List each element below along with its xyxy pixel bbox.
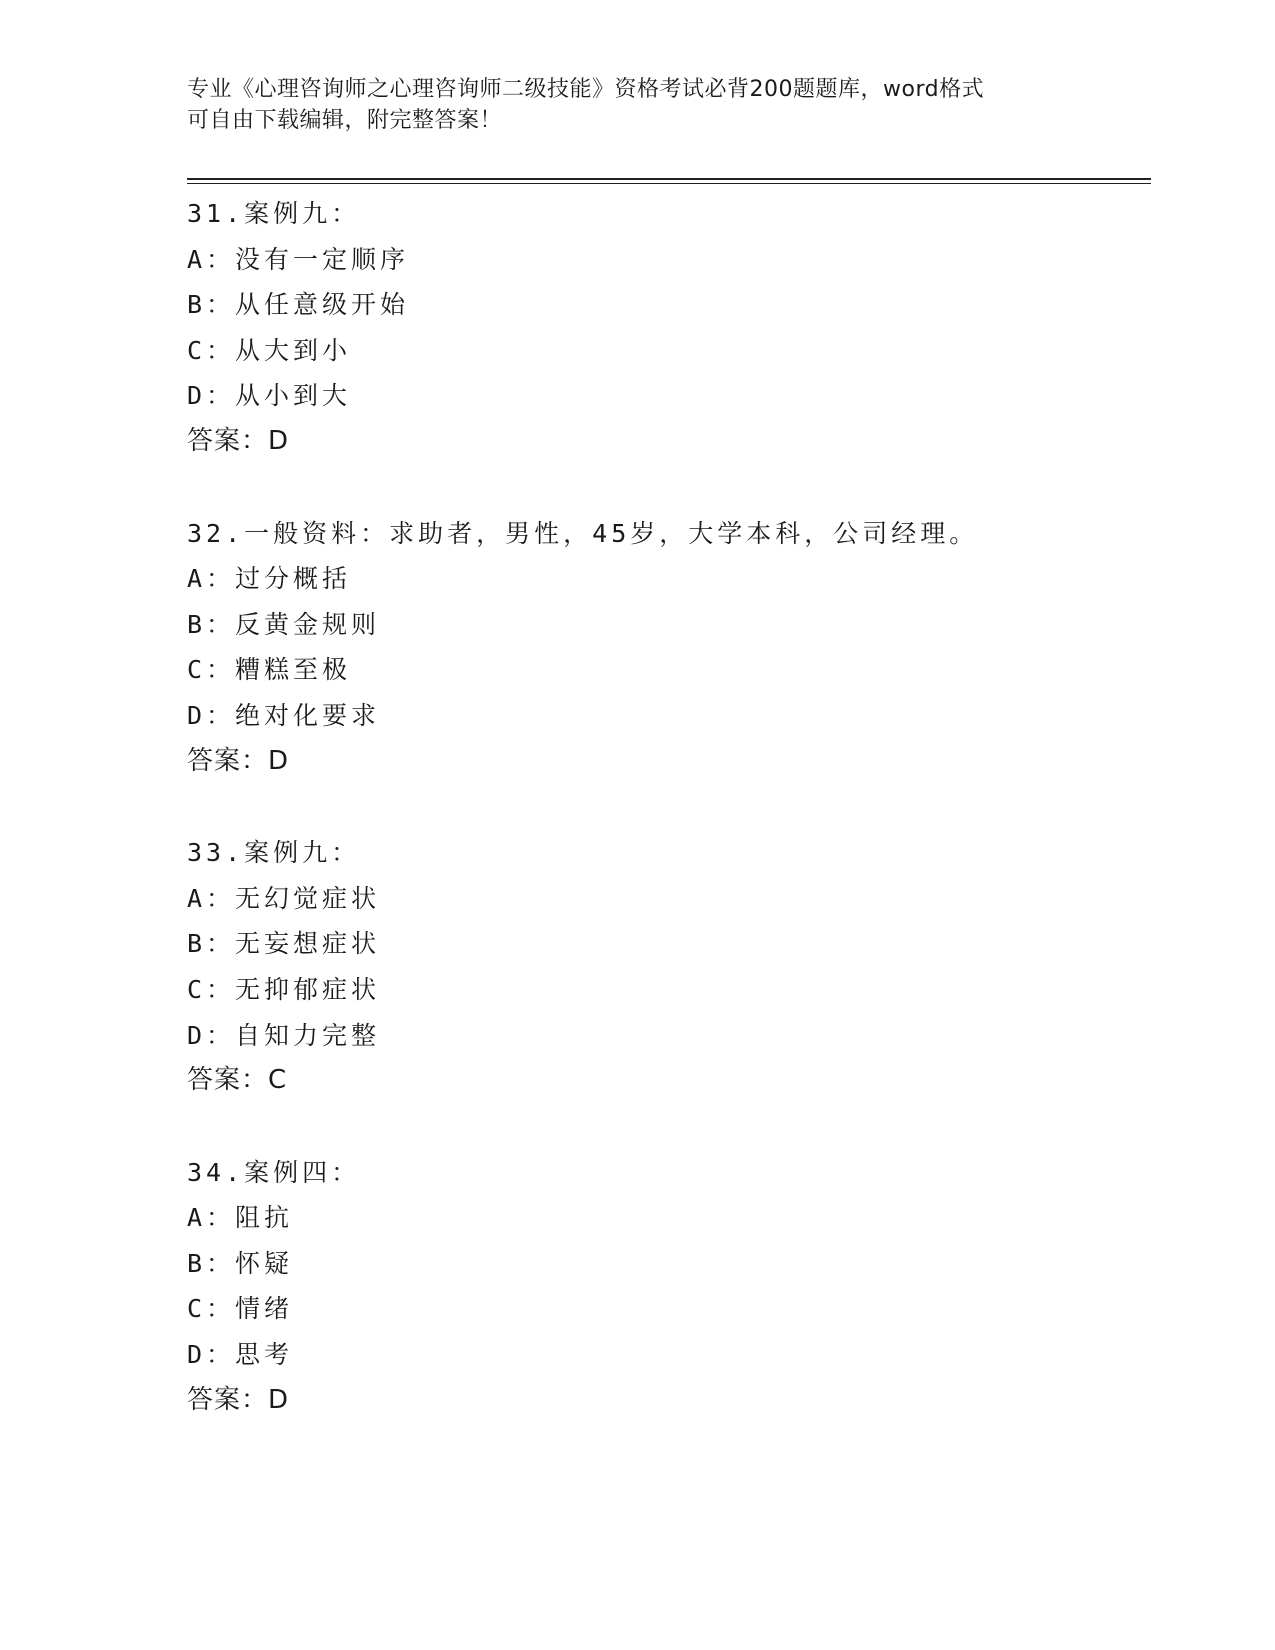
option-c: C：糟糕至极 (187, 655, 352, 685)
option-a: A：阻抗 (187, 1203, 294, 1233)
option-c: C：从大到小 (187, 335, 352, 365)
document-header (187, 74, 1067, 136)
question-33 (187, 830, 1147, 1104)
question-32 (187, 511, 1147, 785)
option-d: D：绝对化要求 (187, 700, 381, 730)
question-stem: 32.一般资料：求助者，男性，45岁，大学本科，公司经理。 (187, 518, 979, 548)
question-list (187, 191, 1147, 1423)
question-34 (187, 1150, 1147, 1424)
option-a: A：无幻觉症状 (187, 883, 381, 913)
option-d: D：思考 (187, 1340, 294, 1370)
option-b: B：反黄金规则 (187, 609, 381, 639)
option-b: B：无妄想症状 (187, 929, 381, 959)
option-a: A：没有一定顺序 (187, 244, 410, 274)
header-divider-thick (187, 178, 1151, 180)
option-c: C：无抑郁症状 (187, 974, 381, 1004)
question-stem: 33.案例九： (187, 838, 361, 868)
option-b: B：怀疑 (187, 1248, 294, 1278)
answer-line: 答案：D (187, 745, 290, 776)
answer-line: 答案：D (187, 425, 290, 456)
header-divider-thin (187, 183, 1151, 184)
header-line-2: 可自由下载编辑，附完整答案！ (187, 108, 503, 133)
answer-line: 答案：D (187, 1384, 290, 1415)
answer-line: 答案：C (187, 1065, 288, 1096)
option-d: D：从小到大 (187, 381, 352, 411)
option-a: A：过分概括 (187, 564, 352, 594)
question-stem: 34.案例四： (187, 1157, 361, 1187)
option-d: D：自知力完整 (187, 1020, 381, 1050)
header-line-1: 专业《心理咨询师之心理咨询师二级技能》资格考试必背200题题库，word格式 (187, 77, 985, 102)
option-c: C：情绪 (187, 1294, 294, 1324)
question-31 (187, 191, 1147, 465)
option-b: B：从任意级开始 (187, 290, 410, 320)
question-stem: 31.案例九： (187, 199, 361, 228)
